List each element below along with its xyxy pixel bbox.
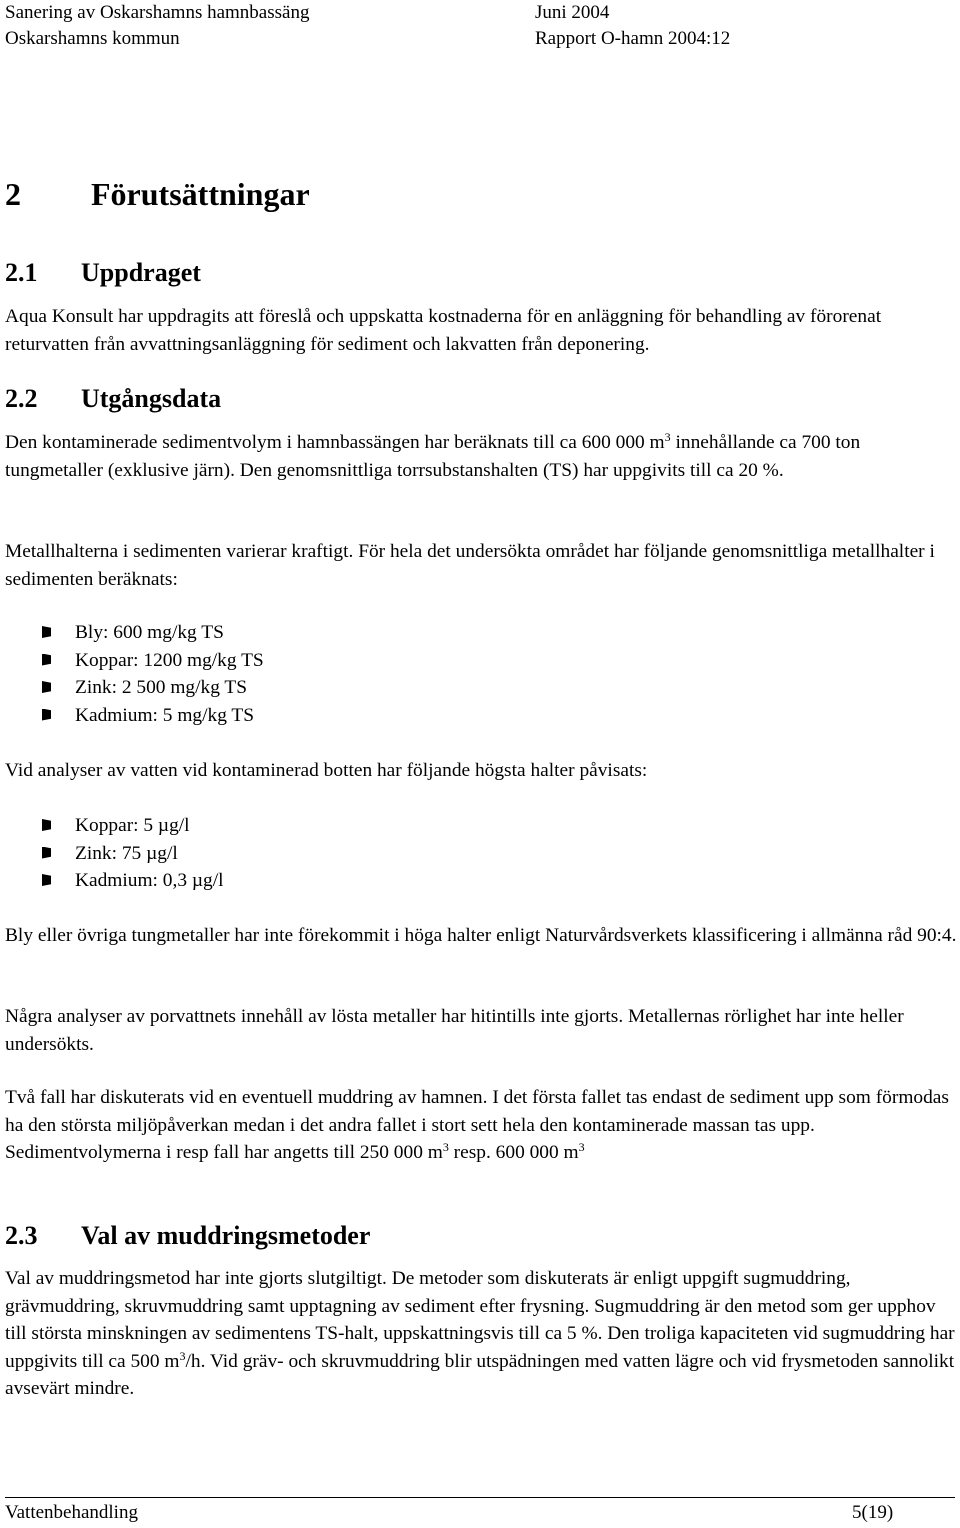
bullet-square-icon [42, 626, 51, 638]
superscript: 3 [179, 1348, 186, 1363]
paragraph-water-analysis: Vid analyser av vatten vid kontaminerad botten har följande högsta halter påvisats: [5, 760, 648, 781]
text: innehållande ca 700 ton tungmetaller (exklusive järn). Den genomsnittliga torrsubstanshalten (TS) har uppgivits till ca 20 %. [5, 432, 861, 481]
list-item: Kadmium: 0,3 µg/l [40, 867, 224, 895]
paragraph-metal-levels: Metallhalterna i sedimenten varierar kraftigt. För hela det undersökta området har följande genomsnittliga metallhalter i sedimenten beräknats: [5, 541, 935, 590]
footer-section-name: Vattenbehandling [5, 1502, 138, 1523]
sediment-metal-list [40, 619, 264, 729]
header-municipality: Oskarshamns kommun [5, 28, 180, 49]
section-number: 2.3 [5, 1221, 38, 1250]
bullet-square-icon [42, 654, 51, 666]
chapter-title: Förutsättningar [91, 176, 310, 212]
text: resp. 600 000 m [448, 1142, 579, 1163]
section-number: 2.2 [5, 384, 38, 413]
text: Två fall har diskuterats vid en eventuell muddring av hamnen. I det första fallet tas endast de sediment upp som förmodas ha den största miljöpåverkan medan i det andra fallet i stort sett hela den kontaminerade massan tas upp. Sedimentvolymerna i resp fall har angetts till 250 000 m [5, 1087, 949, 1163]
section-heading-2-1 [5, 258, 201, 288]
superscript: 3 [442, 1140, 449, 1154]
header-report-title: Sanering av Oskarshamns hamnbassäng [5, 2, 310, 23]
section-title: Uppdraget [81, 258, 201, 287]
section-heading-2-3 [5, 1221, 370, 1251]
paragraph-lead: Bly eller övriga tungmetaller har inte förekommit i höga halter enligt Naturvårdsverkets klassificering i allmänna råd 90:4. [5, 925, 957, 946]
superscript: 3 [664, 430, 671, 444]
section-title: Val av muddringsmetoder [81, 1221, 371, 1250]
paragraph-sediment-volume [5, 429, 960, 484]
chapter-heading [5, 176, 310, 212]
bullet-square-icon [42, 681, 51, 693]
text: Den kontaminerade sedimentvolym i hamnbassängen har beräknats till ca 600 000 m [5, 432, 665, 453]
superscript: 3 [578, 1140, 585, 1154]
list-item: Kadmium: 5 mg/kg TS [40, 702, 264, 730]
chapter-number: 2 [5, 176, 21, 212]
list-item: Koppar: 5 µg/l [40, 812, 224, 840]
section-number: 2.1 [5, 258, 38, 287]
list-item: Zink: 75 µg/l [40, 840, 224, 868]
paragraph-porewater: Några analyser av porvattnets innehåll av lösta metaller har hitintills inte gjorts. Metallernas rörlighet har inte heller undersökts. [5, 1006, 904, 1055]
bullet-square-icon [42, 847, 51, 859]
header-report-number: Rapport O-hamn 2004:12 [535, 28, 731, 49]
list-item: Zink: 2 500 mg/kg TS [40, 674, 264, 702]
page-number: 5(19) [852, 1502, 894, 1523]
footer-divider [5, 1497, 955, 1498]
water-metal-list [40, 812, 224, 895]
text: /h. Vid gräv- och skruvmuddring blir utspädningen med vatten lägre och vid frysmetoden sannolikt avsevärt mindre. [5, 1350, 955, 1399]
list-item: Koppar: 1200 mg/kg TS [40, 647, 264, 675]
paragraph-uppdraget: Aqua Konsult har uppdragits att föreslå och uppskatta kostnaderna för en anläggning för behandling av förorenat returvatten från avvattningsanläggning för sediment och lakvatten från deponering. [5, 306, 882, 355]
section-title: Utgångsdata [81, 384, 222, 413]
list-item: Bly: 600 mg/kg TS [40, 619, 264, 647]
bullet-square-icon [42, 709, 51, 721]
paragraph-dredging-methods [5, 1265, 960, 1403]
text: Val av muddringsmetod har inte gjorts slutgiltigt. De metoder som diskuterats är enligt uppgift sugmuddring, grävmuddring, skruvmuddring samt upptagning av sediment efter frysning. Sugmuddring är den metod som ger upphov till största minskningen av sedimentens TS-halt, uppskattningsvis till ca 5 %. Den troliga kapaciteten vid sugmuddring har uppgivits till ca 500 m [5, 1268, 955, 1372]
paragraph-dredging-cases [5, 1084, 960, 1167]
bullet-square-icon [42, 819, 51, 831]
header-date: Juni 2004 [535, 2, 610, 23]
bullet-square-icon [42, 874, 51, 886]
section-heading-2-2 [5, 384, 221, 414]
